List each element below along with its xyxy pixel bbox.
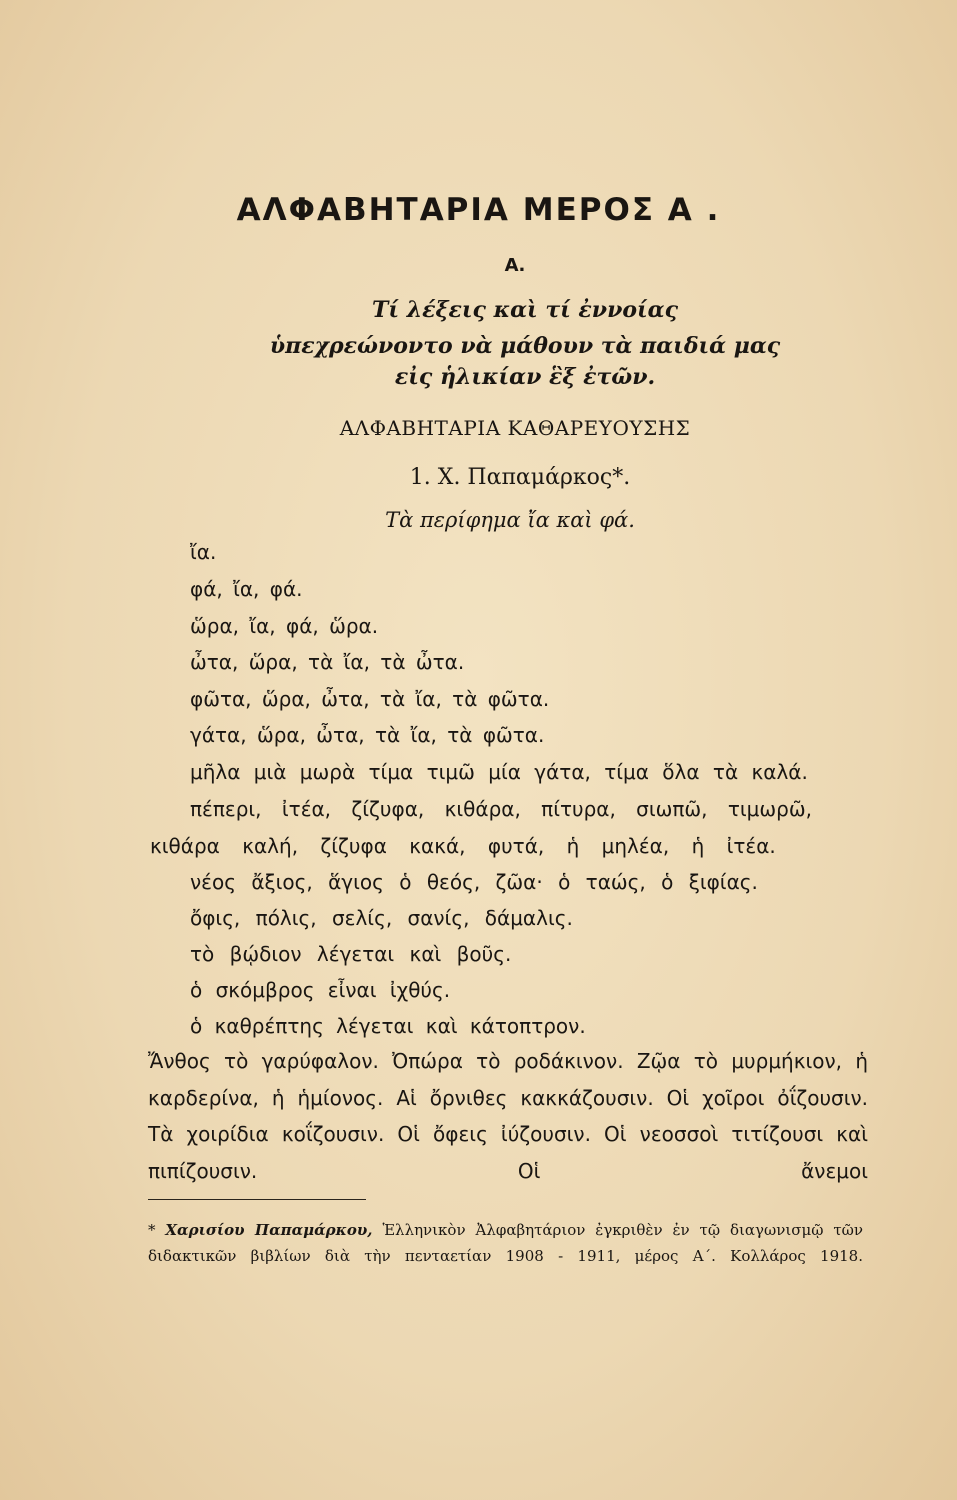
body-paragraph: Ἄνθος τὸ γαρύφαλον. Ὀπώρα τὸ ροδάκινον. Ζῷα τὸ μυρμήκιον, ἡ καρδερίνα, ἡ ἡμίονος. Αἱ ὄρνιθες κακκάζουσιν. Οἱ χοῖροι ὀΐζουσιν. Τὰ χοιρίδια κοΐζουσιν. Οἱ ὄφεις ἰύζουσιν. Οἱ νεοσσοὶ τιτίζουσι καὶ πιπίζουσιν. Οἱ ἄνεμοι [148, 1049, 868, 1183]
footnote-text: Ἑλληνικὸν Ἀλφαβητάριον ἐγκριθὲν ἐν τῷ διαγωνισμῷ τῶν διδακτικῶν βιβλίων διὰ τὴν πενταετίαν 1908 - 1911, μέρος Α΄. Κολλάρος 1918. [148, 1221, 863, 1265]
section-letter: Α. [504, 255, 526, 276]
famous-title: Τὰ περίφημα ἴα καὶ φά. [385, 508, 635, 532]
text-line: ὁ καθρέπτης λέγεται καὶ κάτοπτρον. [190, 1014, 586, 1038]
footnote [148, 1217, 863, 1269]
text-line: τὸ βῴδιον λέγεται καὶ βοῦς. [190, 942, 512, 966]
footnote-author: Χαρισίου Παπαμάρκου, [165, 1221, 373, 1239]
question-line-1: Τί λέξεις καὶ τί ἐννοίας [372, 297, 678, 323]
text-line: φά, ἴα, φά. [190, 577, 303, 601]
text-line: πέπερι, ἰτέα, ζίζυφα, κιθάρα, πίτυρα, σιωπῶ, τιμωρῶ, [190, 797, 812, 821]
text-line: φῶτα, ὥρα, ὦτα, τὰ ἴα, τὰ φῶτα. [190, 687, 550, 711]
text-line: νέος ἄξιος, ἅγιος ὁ θεός, ζῶα· ὁ ταώς, ὁ ξιφίας. [190, 870, 758, 894]
footnote-marker: * [148, 1221, 156, 1239]
text-line: ὦτα, ὥρα, τὰ ἴα, τὰ ὦτα. [190, 650, 465, 674]
author-heading: 1. Χ. Παπαμάρκος*. [409, 465, 631, 490]
text-line: ἴα. [190, 540, 217, 564]
text-line: ὄφις, πόλις, σελίς, σανίς, δάμαλις. [190, 906, 573, 930]
text-line: ὁ σκόμβρος εἶναι ἰχθύς. [190, 978, 451, 1002]
text-line: κιθάρα καλή, ζίζυφα κακά, φυτά, ἡ μηλέα, ἡ ἰτέα. [150, 834, 776, 858]
section-subtitle: ΑΛΦΑΒΗΤΑΡΙΑ ΚΑΘΑΡΕΥΟΥΣΗΣ [339, 416, 691, 440]
question-line-3: εἰς ἡλικίαν ἓξ ἐτῶν. [394, 364, 656, 390]
question-line-2: ὑπεχρεώνοντο νὰ μάθουν τὰ παιδιά μας [269, 333, 781, 359]
text-line: μῆλα μιὰ μωρὰ τίμα τιμῶ μία γάτα, τίμα ὅλα τὰ καλά. [190, 760, 808, 784]
footnote-divider [148, 1199, 366, 1200]
page-title: ΑΛΦΑΒΗΤΑΡΙΑ ΜΕΡΟΣ Α . [236, 192, 721, 228]
text-line: γάτα, ὥρα, ὦτα, τὰ ἴα, τὰ φῶτα. [190, 723, 545, 747]
text-line: ὥρα, ἴα, φά, ὥρα. [190, 614, 379, 638]
